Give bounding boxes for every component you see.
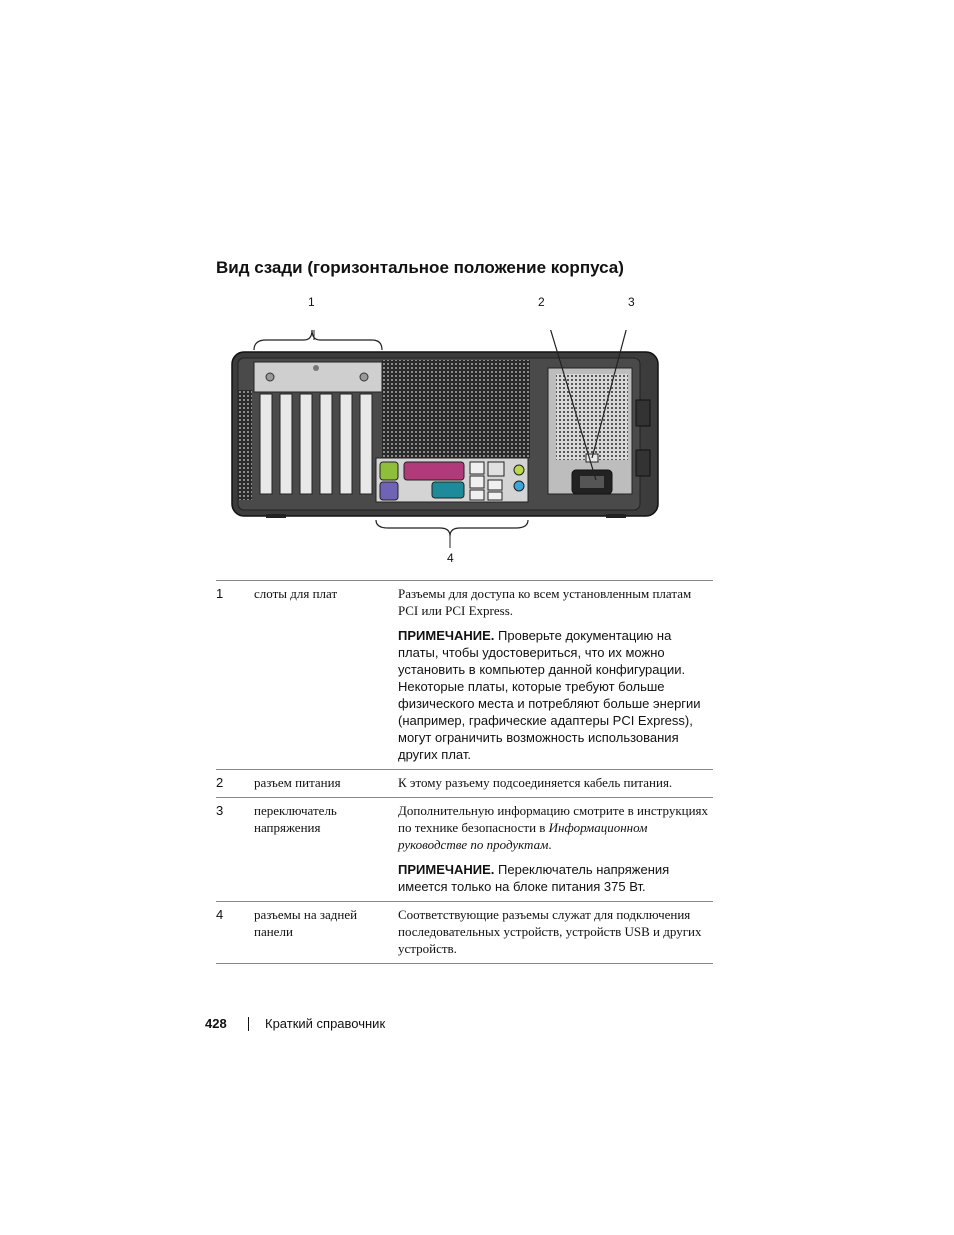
table-row	[216, 902, 713, 964]
running-footer-title: Краткий справочник	[265, 1016, 386, 1031]
parallel-port	[404, 462, 464, 480]
component-name: разъемы на задней панели	[254, 902, 398, 964]
component-description	[398, 581, 713, 770]
callout-4: 4	[447, 551, 454, 565]
description-text-part: .	[548, 837, 552, 852]
document-title-reference: Информационном руководстве по продуктам	[398, 820, 648, 852]
usb-port	[470, 490, 484, 500]
callout-1: 1	[308, 295, 315, 309]
row-number: 2	[216, 770, 254, 798]
row-number: 4	[216, 902, 254, 964]
footer-separator	[248, 1017, 249, 1031]
callout-3: 3	[628, 295, 635, 309]
table-row	[216, 798, 713, 902]
component-reference-table	[216, 580, 713, 964]
psu-vent	[556, 374, 628, 460]
description-text: Соответствующие разъемы служат для подключения последовательных устройств, устройств USB и других устройств.	[398, 907, 702, 956]
usb-port	[470, 476, 484, 488]
component-name: разъем питания	[254, 770, 398, 798]
row-number: 1	[216, 581, 254, 770]
computer-back-panel-illustration	[226, 330, 666, 550]
description-text-part: Дополнительную информацию смотрите в инструкциях по технике безопасности в	[398, 803, 709, 835]
component-description	[398, 770, 713, 798]
component-description	[398, 902, 713, 964]
callout-2: 2	[538, 295, 545, 309]
table-row	[216, 581, 713, 770]
side-latch	[636, 450, 650, 476]
ps2-mouse-port	[380, 462, 398, 480]
component-name: переключатель напряжения	[254, 798, 398, 902]
ps2-keyboard-port	[380, 482, 398, 500]
component-description	[398, 798, 713, 902]
note-text: Проверьте документацию на платы, чтобы удостовериться, что их можно установить в компьютер данной конфигурации. Некоторые платы, которые требуют больше физического места и потребляют больше энергии (например, графические адаптеры PCI Express), могут ограничить возможность использования других плат.	[398, 628, 701, 762]
row-number: 3	[216, 798, 254, 902]
network-port	[488, 462, 504, 476]
description-text	[398, 802, 709, 853]
usb-port	[488, 480, 502, 490]
description-text: К этому разъему подсоединяется кабель питания.	[398, 775, 673, 790]
audio-line-out	[514, 465, 524, 475]
note	[398, 861, 709, 895]
serial-port	[432, 482, 464, 498]
side-latch	[636, 400, 650, 426]
note-text: Переключатель напряжения имеется только на блоке питания 375 Вт.	[398, 862, 670, 894]
table-row	[216, 770, 713, 798]
brace-rear-connectors	[376, 520, 528, 536]
usb-port	[488, 492, 502, 500]
page-number: 428	[205, 1016, 227, 1031]
section-heading: Вид сзади (горизонтальное положение корпуса)	[216, 258, 624, 277]
side-vent	[238, 390, 252, 500]
note	[398, 627, 709, 763]
note-label: ПРИМЕЧАНИЕ.	[398, 628, 495, 643]
brace-slots	[254, 330, 382, 350]
description-text: Разъемы для доступа ко всем установленным платам PCI или PCI Express.	[398, 586, 692, 618]
note-label: ПРИМЕЧАНИЕ.	[398, 862, 495, 877]
usb-port	[470, 462, 484, 474]
audio-line-in	[514, 481, 524, 491]
main-vent	[382, 360, 530, 458]
component-name: слоты для плат	[254, 581, 398, 770]
